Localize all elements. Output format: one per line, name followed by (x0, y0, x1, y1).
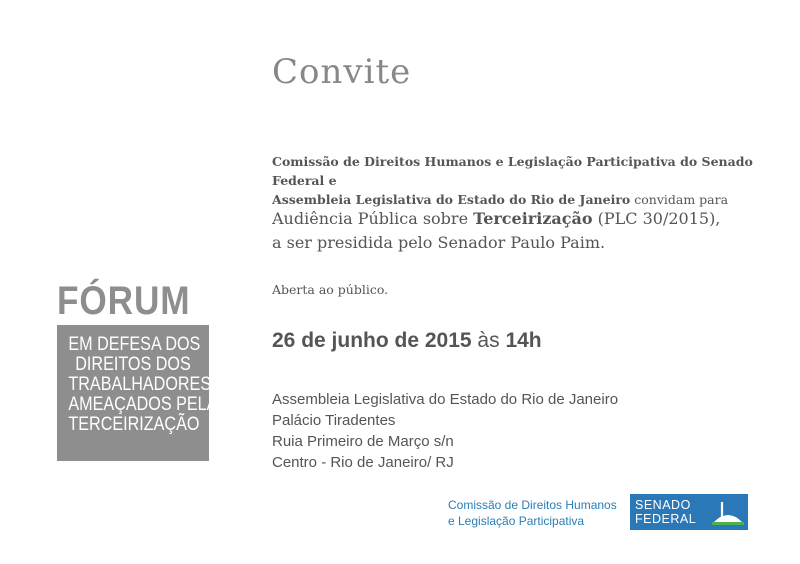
senado-logo (630, 494, 748, 530)
commission-logo (448, 497, 623, 529)
commission-logo-line-2: e Legislação Participativa (448, 514, 585, 528)
inviters-verb: convidam para (630, 192, 729, 207)
forum-logo (57, 279, 218, 461)
event-connector: às (471, 329, 506, 352)
hearing-prefix: Audiência Pública sobre (272, 209, 474, 228)
event-date: 26 de junho de 2015 (272, 329, 472, 352)
forum-logo-line: AMEAÇADOS PELA (68, 394, 218, 415)
senado-logo-line-2: FEDERAL (635, 512, 697, 526)
forum-logo-line: TRABALHADORES (68, 374, 212, 395)
event-address (272, 389, 618, 473)
inviters-paragraph (272, 152, 792, 209)
page-title: Convite (272, 52, 412, 92)
inviter-org-1: Comissão de Direitos Humanos e Legislação Participativa do Senado Federal e (272, 154, 753, 188)
hearing-topic: Terceirização (473, 209, 593, 228)
hearing-suffix: (PLC 30/2015), (592, 209, 721, 228)
forum-logo-line: EM DEFESA DOS (68, 334, 201, 355)
forum-logo-line: DIREITOS DOS (75, 354, 191, 375)
address-line: Palácio Tiradentes (272, 412, 396, 429)
address-line: Ruia Primeiro de Março s/n (272, 433, 454, 450)
event-datetime (272, 329, 542, 353)
forum-logo-line: TERCEIRIZAÇÃO (68, 414, 200, 435)
commission-logo-line-1: Comissão de Direitos Humanos (448, 498, 617, 512)
event-time: 14h (505, 329, 542, 352)
address-line: Assembleia Legislativa do Estado do Rio de Janeiro (272, 391, 619, 408)
senado-dome-icon (712, 498, 744, 526)
hearing-description (272, 207, 792, 255)
senado-logo-line-1: SENADO (635, 498, 691, 512)
forum-logo-word: FÓRUM (57, 279, 191, 323)
inviter-org-2: Assembleia Legislativa do Estado do Rio de Janeiro (272, 192, 631, 207)
address-line: Centro - Rio de Janeiro/ RJ (272, 454, 454, 471)
open-note: Aberta ao público. (272, 282, 389, 297)
hearing-chair: a ser presidida pelo Senador Paulo Paim. (272, 233, 606, 252)
forum-logo-box (57, 325, 218, 461)
